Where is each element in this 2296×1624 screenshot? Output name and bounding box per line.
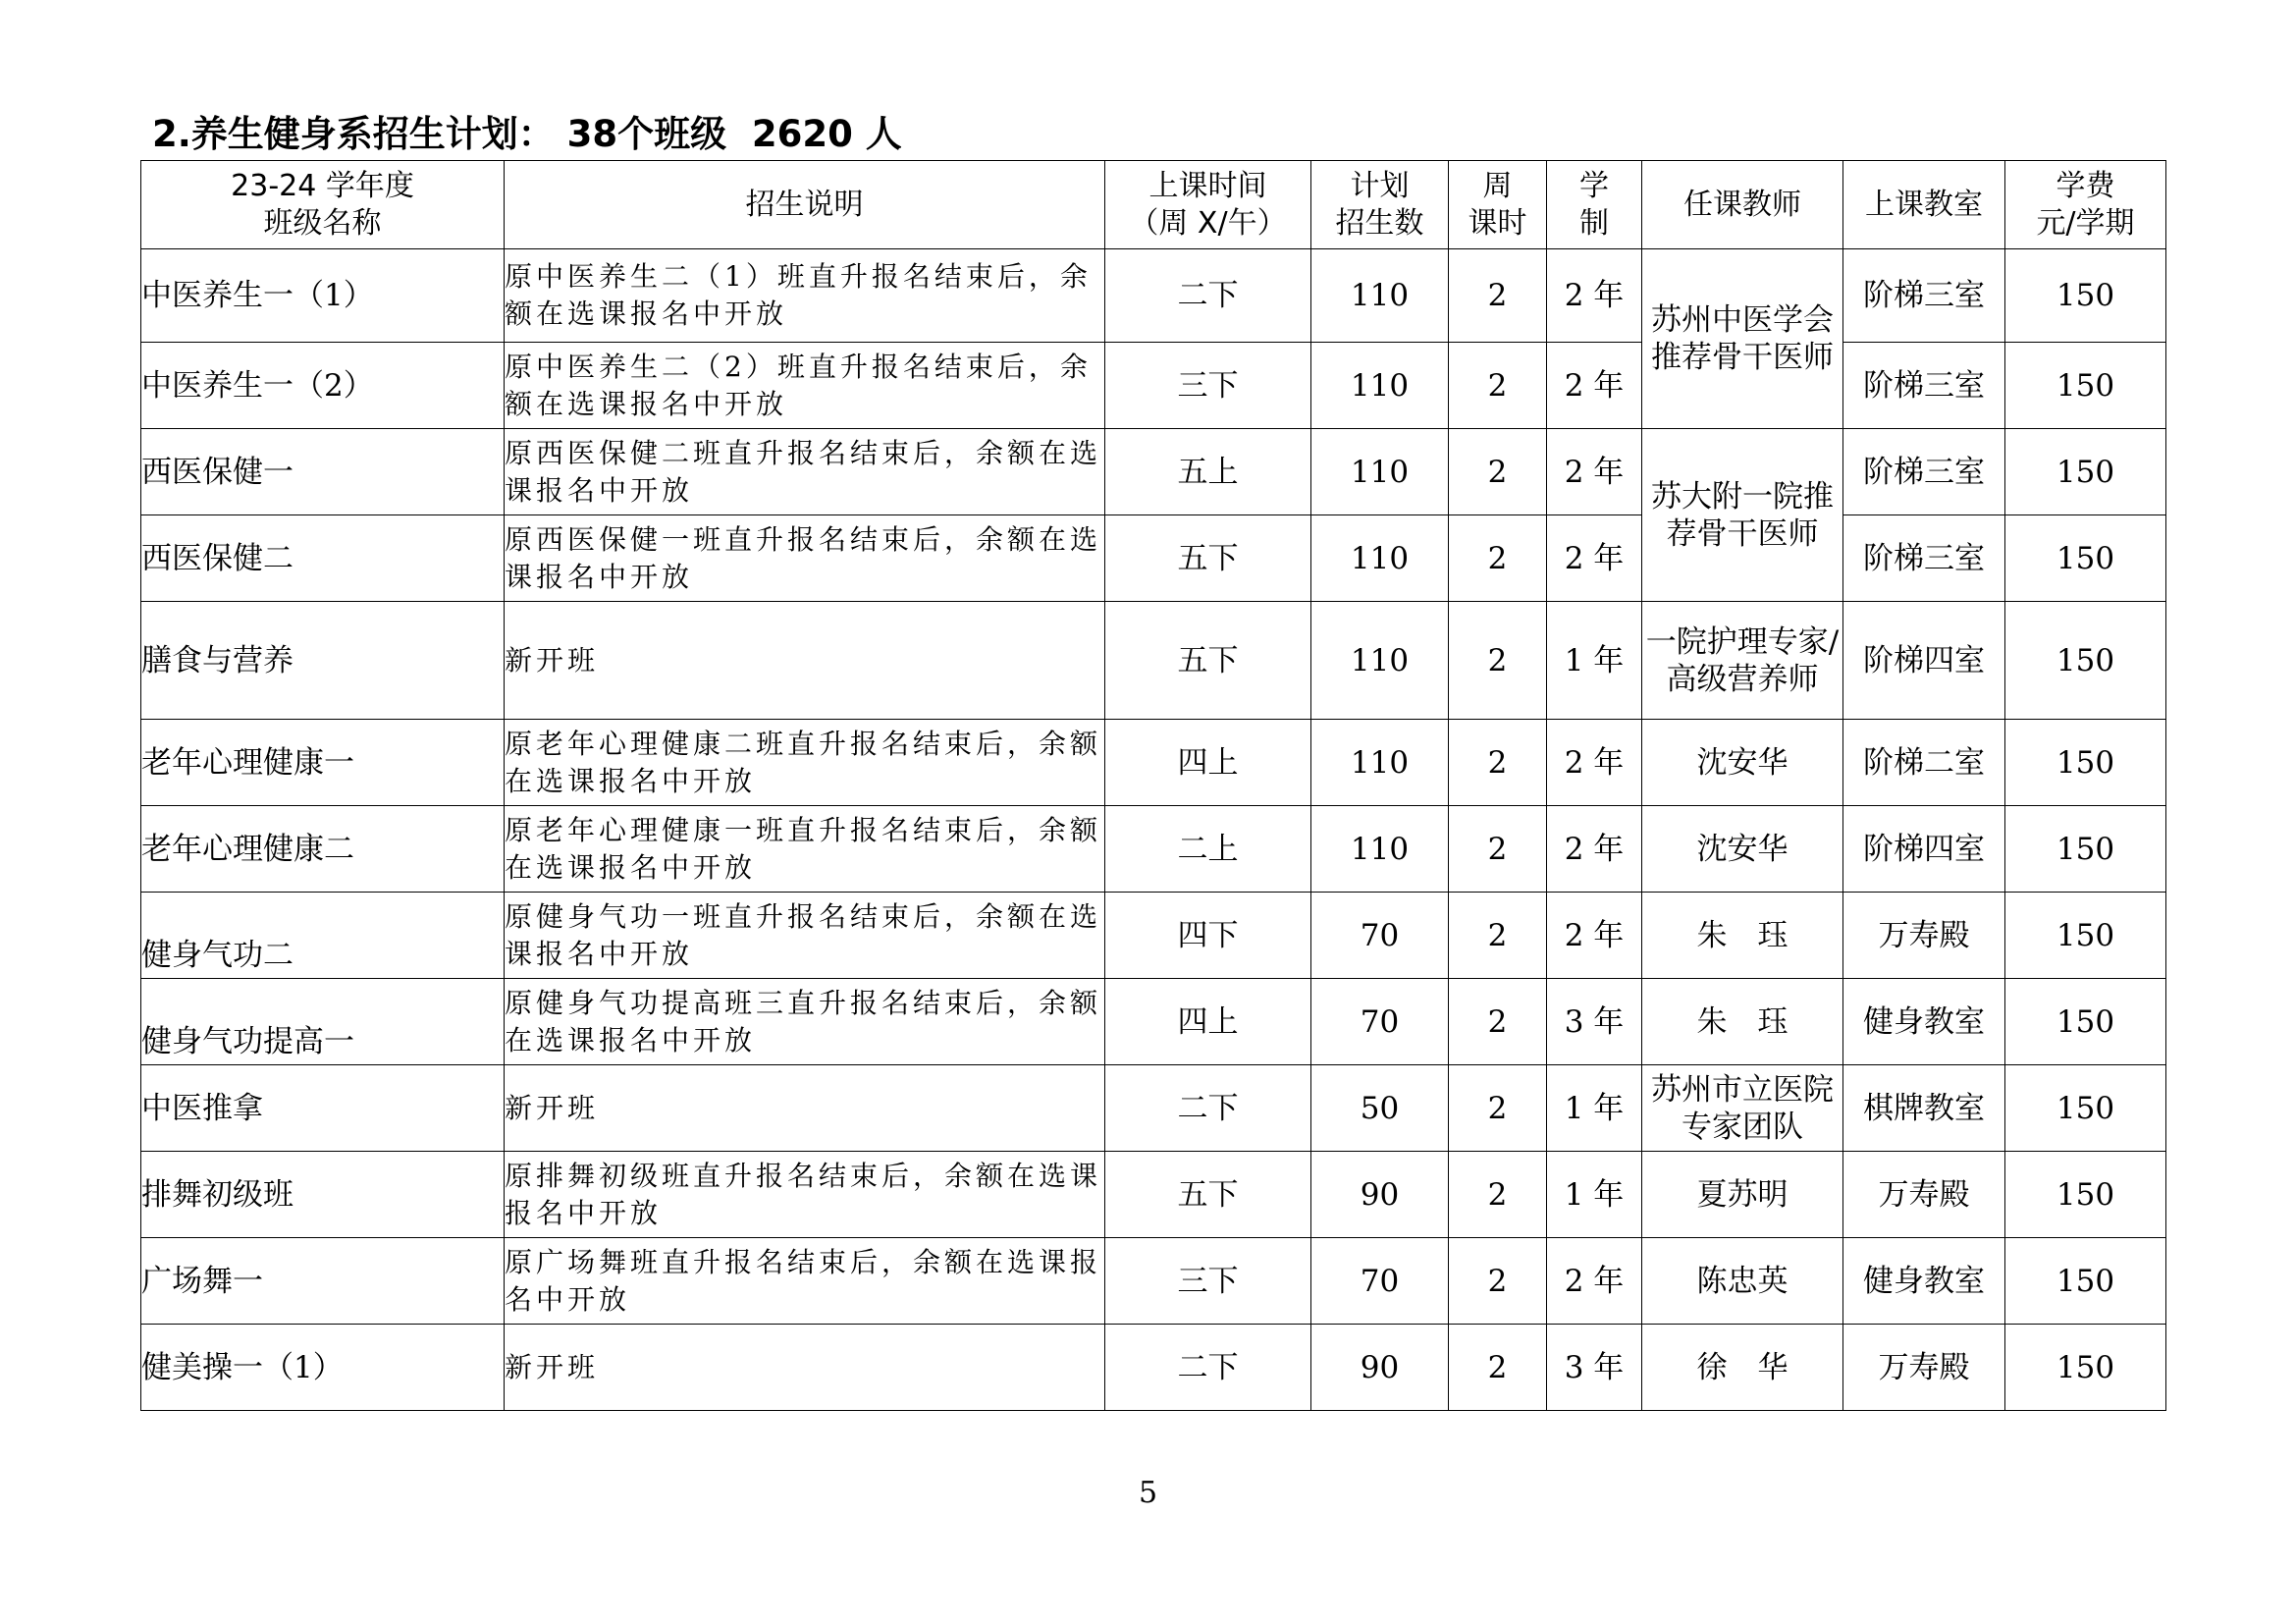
cell-hours: 2 xyxy=(1449,893,1547,979)
cell-time: 三下 xyxy=(1105,1238,1311,1325)
cell-hours: 2 xyxy=(1449,429,1547,515)
table-row xyxy=(141,893,2166,979)
cell-duration: 2 年 xyxy=(1547,429,1642,515)
cell-teacher: 朱 珏 xyxy=(1642,979,1843,1065)
cell-duration: 1 年 xyxy=(1547,602,1642,720)
cell-duration: 2 年 xyxy=(1547,343,1642,429)
cell-time: 五下 xyxy=(1105,1152,1311,1238)
header-room: 上课教室 xyxy=(1843,161,2005,249)
cell-fee: 150 xyxy=(2005,1325,2166,1411)
cell-fee: 150 xyxy=(2005,515,2166,602)
table-row xyxy=(141,429,2166,515)
cell-description: 原排舞初级班直升报名结束后，余额在选课报名中开放 xyxy=(505,1152,1105,1238)
cell-planned: 110 xyxy=(1311,249,1449,343)
cell-class-name: 西医保健二 xyxy=(141,515,505,602)
cell-duration: 2 年 xyxy=(1547,515,1642,602)
cell-planned: 70 xyxy=(1311,1238,1449,1325)
cell-planned: 90 xyxy=(1311,1152,1449,1238)
header-class-name: 23-24 学年度 班级名称 xyxy=(141,161,505,249)
cell-fee: 150 xyxy=(2005,602,2166,720)
header-weekly-hours: 周 课时 xyxy=(1449,161,1547,249)
cell-duration: 2 年 xyxy=(1547,1238,1642,1325)
cell-room: 阶梯三室 xyxy=(1843,249,2005,343)
cell-fee: 150 xyxy=(2005,343,2166,429)
cell-room: 万寿殿 xyxy=(1843,1325,2005,1411)
cell-description: 新开班 xyxy=(505,1325,1105,1411)
cell-description: 原老年心理健康一班直升报名结束后，余额在选课报名中开放 xyxy=(505,806,1105,893)
cell-duration: 3 年 xyxy=(1547,979,1642,1065)
cell-class-name: 广场舞一 xyxy=(141,1238,505,1325)
cell-hours: 2 xyxy=(1449,1238,1547,1325)
cell-hours: 2 xyxy=(1449,1065,1547,1152)
cell-hours: 2 xyxy=(1449,1152,1547,1238)
cell-duration: 2 年 xyxy=(1547,893,1642,979)
enrollment-plan-table xyxy=(140,160,2166,1411)
cell-teacher: 沈安华 xyxy=(1642,720,1843,806)
cell-description: 原老年心理健康二班直升报名结束后，余额在选课报名中开放 xyxy=(505,720,1105,806)
cell-class-name: 中医养生一（2） xyxy=(141,343,505,429)
cell-fee: 150 xyxy=(2005,249,2166,343)
page-title: 2.养生健身系招生计划： 38个班级 2620 人 xyxy=(152,113,902,155)
table-row xyxy=(141,720,2166,806)
header-teacher: 任课教师 xyxy=(1642,161,1843,249)
cell-teacher: 苏州市立医院专家团队 xyxy=(1642,1065,1843,1152)
cell-room: 阶梯三室 xyxy=(1843,515,2005,602)
cell-description: 新开班 xyxy=(505,602,1105,720)
cell-room: 阶梯三室 xyxy=(1843,343,2005,429)
cell-fee: 150 xyxy=(2005,429,2166,515)
cell-room: 健身教室 xyxy=(1843,979,2005,1065)
cell-time: 二上 xyxy=(1105,806,1311,893)
page-number: 5 xyxy=(1138,1476,1158,1510)
cell-hours: 2 xyxy=(1449,1325,1547,1411)
cell-fee: 150 xyxy=(2005,893,2166,979)
table-row xyxy=(141,1325,2166,1411)
cell-planned: 110 xyxy=(1311,720,1449,806)
cell-description: 原健身气功提高班三直升报名结束后，余额在选课报名中开放 xyxy=(505,979,1105,1065)
cell-fee: 150 xyxy=(2005,1065,2166,1152)
cell-description: 原中医养生二（2）班直升报名结束后，余额在选课报名中开放 xyxy=(505,343,1105,429)
header-description: 招生说明 xyxy=(505,161,1105,249)
cell-teacher: 陈忠英 xyxy=(1642,1238,1843,1325)
cell-room: 万寿殿 xyxy=(1843,893,2005,979)
header-fee: 学费 元/学期 xyxy=(2005,161,2166,249)
header-duration: 学 制 xyxy=(1547,161,1642,249)
cell-hours: 2 xyxy=(1449,515,1547,602)
cell-description: 原广场舞班直升报名结束后，余额在选课报名中开放 xyxy=(505,1238,1105,1325)
cell-description: 原西医保健二班直升报名结束后，余额在选课报名中开放 xyxy=(505,429,1105,515)
cell-planned: 110 xyxy=(1311,429,1449,515)
cell-time: 三下 xyxy=(1105,343,1311,429)
cell-fee: 150 xyxy=(2005,720,2166,806)
cell-class-name: 健身气功二 xyxy=(141,893,505,979)
cell-duration: 2 年 xyxy=(1547,720,1642,806)
cell-planned: 70 xyxy=(1311,979,1449,1065)
table-row xyxy=(141,1065,2166,1152)
cell-planned: 50 xyxy=(1311,1065,1449,1152)
cell-description: 原中医养生二（1）班直升报名结束后，余额在选课报名中开放 xyxy=(505,249,1105,343)
table-row xyxy=(141,602,2166,720)
cell-class-name: 排舞初级班 xyxy=(141,1152,505,1238)
cell-fee: 150 xyxy=(2005,1238,2166,1325)
cell-planned: 70 xyxy=(1311,893,1449,979)
cell-duration: 1 年 xyxy=(1547,1065,1642,1152)
cell-time: 四下 xyxy=(1105,893,1311,979)
cell-room: 阶梯四室 xyxy=(1843,806,2005,893)
header-time: 上课时间 （周 X/午） xyxy=(1105,161,1311,249)
cell-planned: 110 xyxy=(1311,515,1449,602)
cell-duration: 2 年 xyxy=(1547,249,1642,343)
cell-room: 阶梯二室 xyxy=(1843,720,2005,806)
table-header-row xyxy=(141,161,2166,249)
cell-time: 五下 xyxy=(1105,515,1311,602)
cell-hours: 2 xyxy=(1449,343,1547,429)
cell-class-name: 膳食与营养 xyxy=(141,602,505,720)
cell-time: 二下 xyxy=(1105,1065,1311,1152)
cell-time: 四上 xyxy=(1105,979,1311,1065)
cell-class-name: 健身气功提高一 xyxy=(141,979,505,1065)
cell-teacher: 夏苏明 xyxy=(1642,1152,1843,1238)
cell-hours: 2 xyxy=(1449,720,1547,806)
cell-hours: 2 xyxy=(1449,602,1547,720)
cell-room: 万寿殿 xyxy=(1843,1152,2005,1238)
table-row xyxy=(141,806,2166,893)
cell-class-name: 西医保健一 xyxy=(141,429,505,515)
cell-class-name: 老年心理健康一 xyxy=(141,720,505,806)
cell-class-name: 健美操一（1） xyxy=(141,1325,505,1411)
cell-time: 五下 xyxy=(1105,602,1311,720)
cell-time: 二下 xyxy=(1105,249,1311,343)
cell-teacher: 朱 珏 xyxy=(1642,893,1843,979)
cell-duration: 1 年 xyxy=(1547,1152,1642,1238)
cell-description: 新开班 xyxy=(505,1065,1105,1152)
cell-planned: 110 xyxy=(1311,602,1449,720)
table-row xyxy=(141,249,2166,343)
cell-teacher: 沈安华 xyxy=(1642,806,1843,893)
cell-teacher: 一院护理专家/高级营养师 xyxy=(1642,602,1843,720)
cell-class-name: 中医养生一（1） xyxy=(141,249,505,343)
cell-duration: 3 年 xyxy=(1547,1325,1642,1411)
cell-hours: 2 xyxy=(1449,806,1547,893)
cell-teacher: 徐 华 xyxy=(1642,1325,1843,1411)
cell-planned: 110 xyxy=(1311,806,1449,893)
cell-fee: 150 xyxy=(2005,806,2166,893)
table-row xyxy=(141,979,2166,1065)
cell-time: 二下 xyxy=(1105,1325,1311,1411)
header-planned: 计划 招生数 xyxy=(1311,161,1449,249)
table-row xyxy=(141,515,2166,602)
cell-class-name: 中医推拿 xyxy=(141,1065,505,1152)
cell-fee: 150 xyxy=(2005,979,2166,1065)
cell-teacher: 苏州中医学会推荐骨干医师 xyxy=(1642,249,1843,429)
cell-room: 棋牌教室 xyxy=(1843,1065,2005,1152)
cell-duration: 2 年 xyxy=(1547,806,1642,893)
cell-time: 五上 xyxy=(1105,429,1311,515)
cell-room: 健身教室 xyxy=(1843,1238,2005,1325)
cell-room: 阶梯四室 xyxy=(1843,602,2005,720)
table-row xyxy=(141,343,2166,429)
cell-teacher: 苏大附一院推荐骨干医师 xyxy=(1642,429,1843,602)
cell-class-name: 老年心理健康二 xyxy=(141,806,505,893)
cell-fee: 150 xyxy=(2005,1152,2166,1238)
cell-description: 原西医保健一班直升报名结束后，余额在选课报名中开放 xyxy=(505,515,1105,602)
cell-planned: 110 xyxy=(1311,343,1449,429)
table-row xyxy=(141,1152,2166,1238)
cell-room: 阶梯三室 xyxy=(1843,429,2005,515)
cell-description: 原健身气功一班直升报名结束后，余额在选课报名中开放 xyxy=(505,893,1105,979)
table-row xyxy=(141,1238,2166,1325)
cell-planned: 90 xyxy=(1311,1325,1449,1411)
cell-time: 四上 xyxy=(1105,720,1311,806)
cell-hours: 2 xyxy=(1449,979,1547,1065)
cell-hours: 2 xyxy=(1449,249,1547,343)
